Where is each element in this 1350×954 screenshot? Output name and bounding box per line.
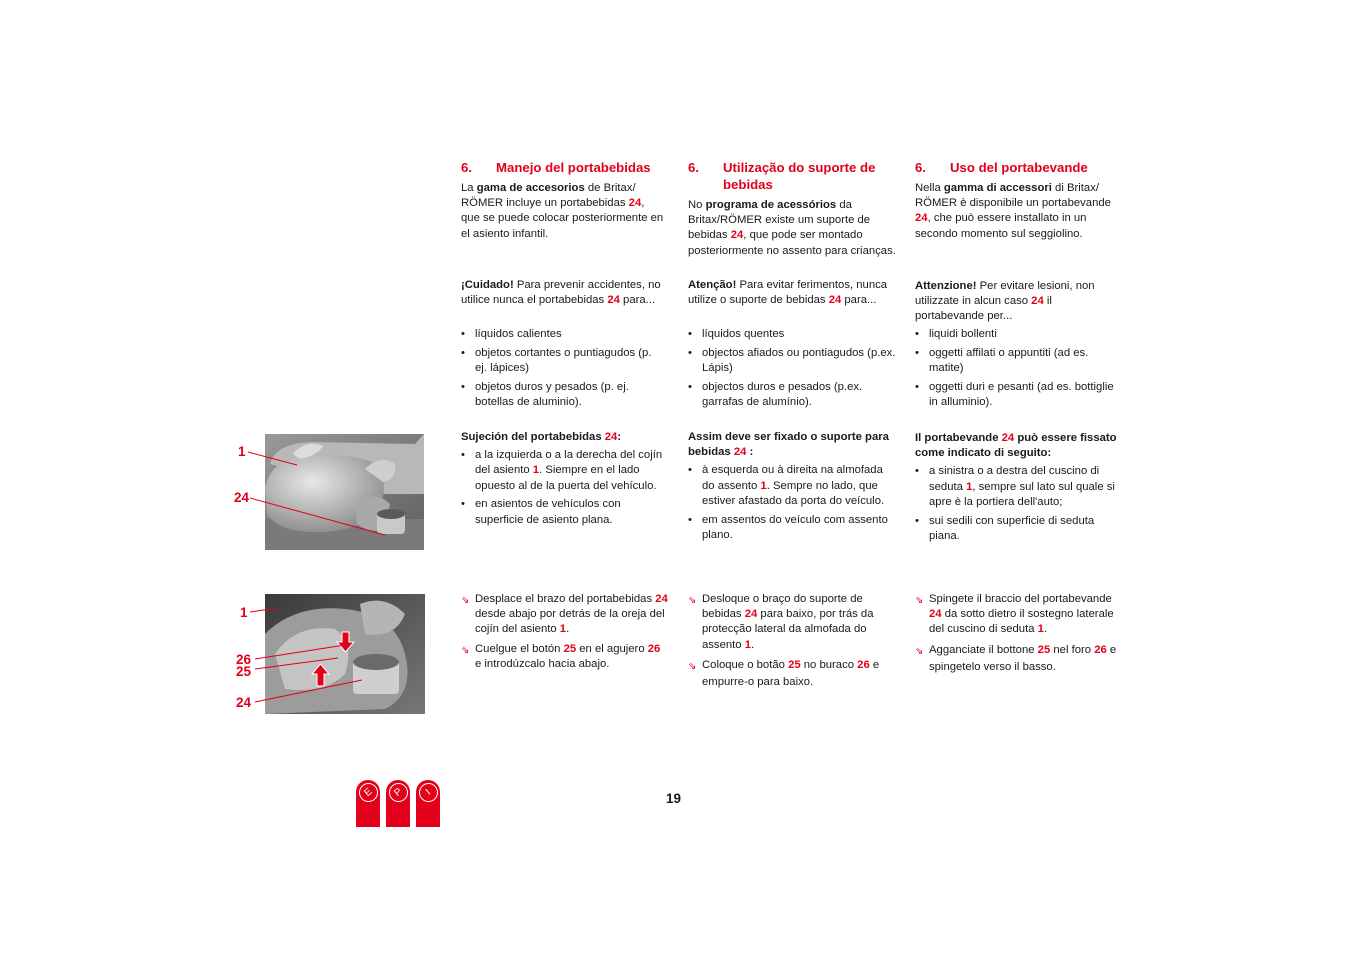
es-steps — [461, 592, 669, 676]
arrow-icon: ⇘ — [915, 595, 924, 606]
arrow-icon: ⇘ — [688, 595, 697, 606]
arrow-icon: ⇘ — [461, 644, 470, 656]
list-item: • en asientos de vehículos con superficie de asiento plana. — [461, 498, 621, 526]
es-warning: ¡Cuidado! Para prevenir accidentes, no utilice nunca el portabebidas 24 para... — [461, 279, 661, 307]
it-warning: Attenzione! Per evitare lesioni, non utilizzate in alcun caso 24 il portabevande per... — [915, 280, 1095, 323]
language-tab-e-label: E — [355, 779, 382, 806]
instruction-step: ⇘ Desloque o braço do suporte de bebidas 24 para baixo, por trás da protecção lateral da almofada do assento 1. — [688, 593, 874, 651]
arrow-icon: ⇘ — [915, 645, 924, 657]
list-item: • em assentos do veículo com assento plano. — [688, 513, 888, 541]
instruction-step: ⇘ Desplace el brazo del portabebidas 24 desde abajo por detrás de la oreja del cojín del asiento 1. — [461, 593, 668, 636]
instruction-step: ⇘ Coloque o botão 25 no buraco 26 e empurre-o para baixo. — [688, 658, 880, 688]
list-item: • objetos duros y pesados (p. ej. botellas de aluminio). — [461, 380, 629, 408]
it-steps — [915, 592, 1123, 680]
list-item: • à esquerda ou à direita na almofada do assento 1. Sempre no lado, que estiver afastado da porta do veículo. — [688, 464, 885, 507]
instruction-step: ⇘ Spingete il braccio del portabevande 24 da sotto dietro il sostegno laterale del cuscino di seduta 1. — [915, 593, 1114, 636]
pt-warning-list — [688, 327, 896, 414]
language-tab-e — [356, 780, 380, 827]
language-tab-i-label: I — [415, 779, 442, 806]
list-item: • a sinistra o a destra del cuscino di seduta 1, sempre sul lato sul quale si apre è la portiera dell'auto; — [915, 465, 1115, 508]
list-item: • oggetti affilati o appuntiti (ad es. matite) — [915, 346, 1089, 374]
pt-steps — [688, 592, 896, 695]
arrow-icon: ⇘ — [688, 660, 697, 672]
pt-heading: 6. Utilização do suporte de bebidas — [688, 160, 876, 192]
figure-2-label-25: 25 — [236, 664, 252, 679]
list-item: • líquidos calientes — [461, 328, 562, 340]
it-intro: Nella gamma di accessori di Britax/ RÖMER è disponibile un portabevande 24, che può essere installato in un secondo momento sul seggiolino. — [915, 182, 1111, 240]
it-heading: 6. Uso del portabevande — [915, 160, 1088, 175]
page-number: 19 — [666, 791, 682, 806]
list-item: • sui sedili con superficie di seduta piana. — [915, 514, 1095, 542]
it-warning-list — [915, 327, 1120, 414]
pt-fixing: Assim deve ser fixado o suporte para bebidas 24 : • à esquerda ou à direita na almofada do assento 1. Sempre no lado, que estiver afastado da porta do veículo. • em assentos do veículo com assento plano. — [688, 430, 896, 546]
es-heading: 6. Manejo del portabebidas — [461, 160, 651, 175]
list-item: • oggetti duri e pesanti (ad es. bottiglie in alluminio). — [915, 380, 1114, 408]
it-fixing: Il portabevande 24 può essere fissato come indicato di seguito: • a sinistra o a destra del cuscino di seduta 1, sempre sul lato sul quale si apre è la portiera dell'auto; • sui sedili con superficie di seduta piana. — [915, 431, 1120, 547]
figure-1-label-24: 24 — [234, 490, 250, 505]
arrow-icon: ⇘ — [461, 595, 470, 606]
pt-warning: Atenção! Para evitar ferimentos, nunca utilize o suporte de bebidas 24 para... — [688, 279, 888, 307]
figure-2-label-24: 24 — [236, 695, 252, 710]
language-tab-i — [416, 780, 440, 827]
instruction-step: ⇘ Agganciate il bottone 25 nel foro 26 e spingetelo verso il basso. — [915, 643, 1117, 673]
instruction-step: ⇘ Cuelgue el botón 25 en el agujero 26 e introdúzcalo hacia abajo. — [461, 642, 661, 670]
pt-intro: No programa de acessórios da Britax/RÖMER existe um suporte de bebidas 24, que pode ser montado posteriormente no assento para crianças. — [688, 199, 896, 257]
figure-2-label-26: 26 — [236, 652, 252, 667]
figure-1-label-1: 1 — [238, 444, 246, 459]
list-item: • liquidi bollenti — [915, 328, 997, 340]
figure-2-label-1: 1 — [240, 605, 248, 620]
es-fixing: Sujeción del portabebidas 24: • a la izquierda o a la derecha del cojín del asiento 1. Siempre en el lado opuesto al de la puerta del vehículo. • en asientos de vehículos con superficie de asiento plana. — [461, 430, 666, 531]
language-tab-p — [386, 780, 410, 827]
list-item: • objetos cortantes o puntiagudos (p. ej. lápices) — [461, 346, 652, 374]
es-warning-list — [461, 327, 666, 414]
list-item: • líquidos quentes — [688, 328, 785, 340]
list-item: • objectos duros e pesados (p.ex. garrafas de alumínio). — [688, 380, 863, 408]
es-intro: La gama de accesorios de Britax/ RÖMER incluye un portabebidas 24, que se puede colocar posteriormente en el asiento infantil. — [461, 182, 664, 240]
list-item: • a la izquierda o a la derecha del cojín del asiento 1. Siempre en el lado opuesto al de la puerta del vehículo. — [461, 449, 663, 492]
list-item: • objectos afiados ou pontiagudos (p.ex. Lápis) — [688, 346, 896, 374]
language-tab-p-label: P — [385, 779, 412, 806]
